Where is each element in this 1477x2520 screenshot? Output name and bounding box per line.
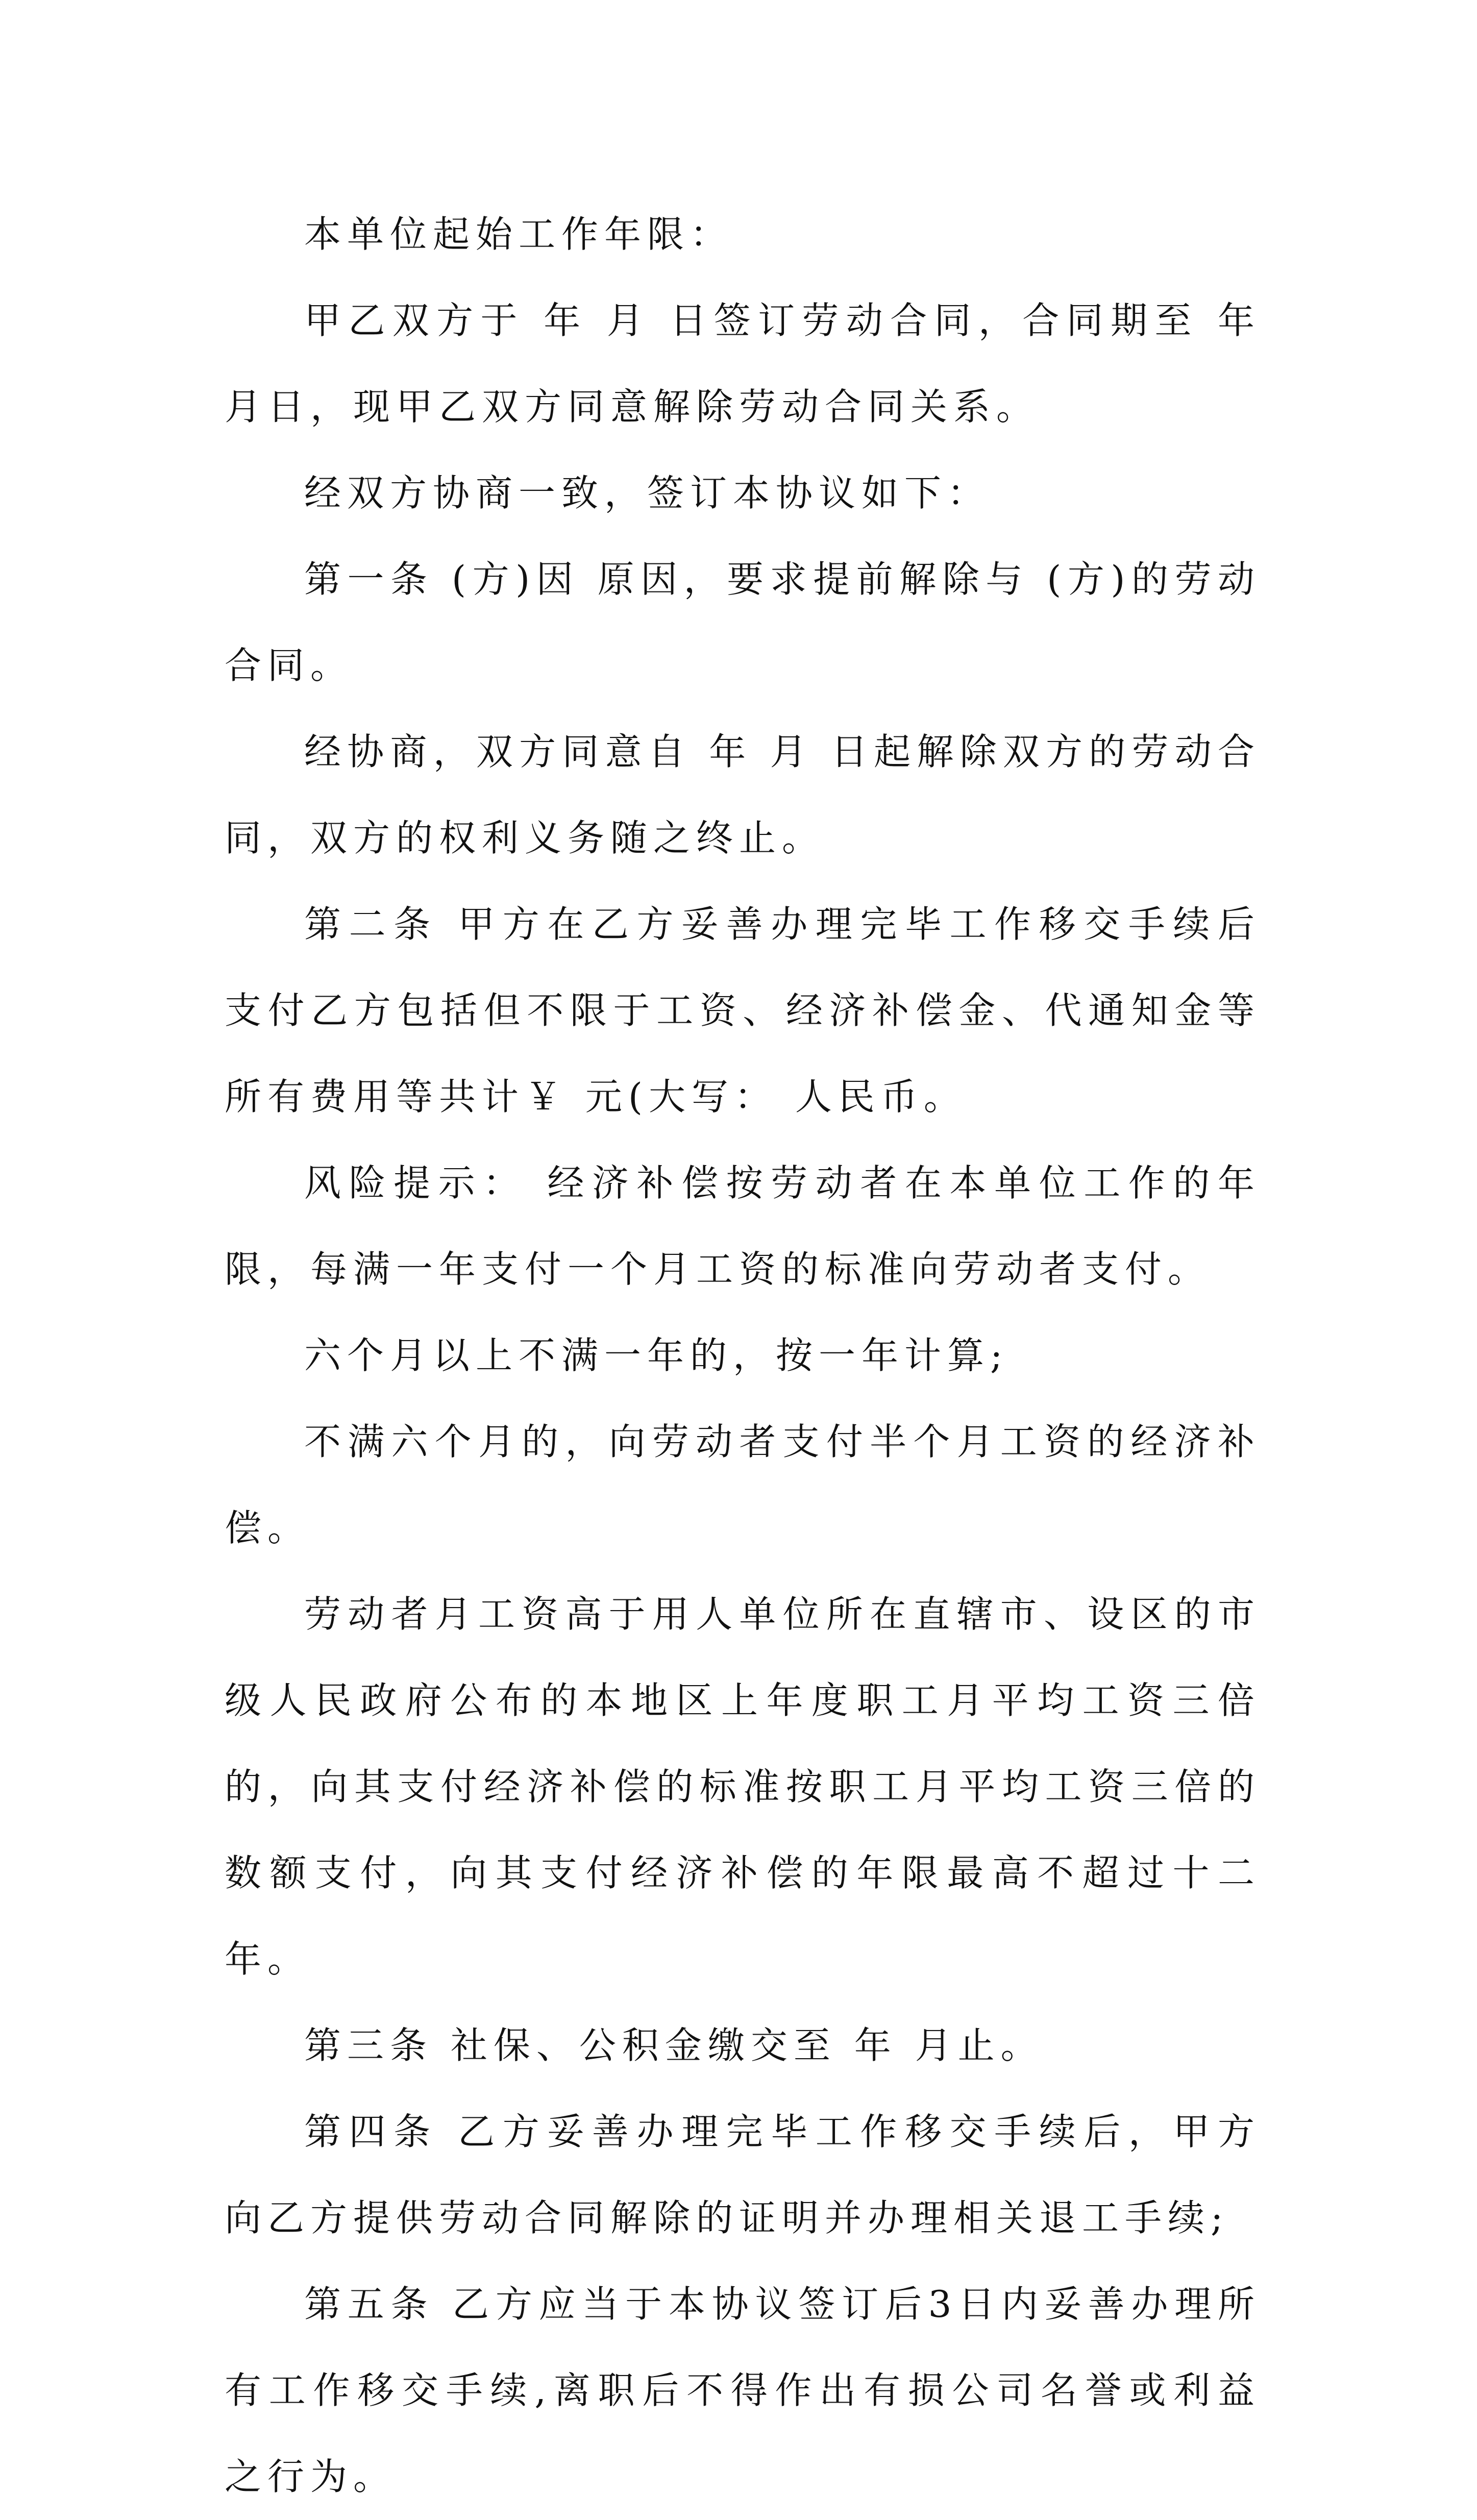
paragraph-article-1: 第一条 (方)因 原因，要求提前解除与 (方)的劳动合同。 [225, 558, 1261, 687]
paragraph-six-months-plus: 六个月以上不满一年的，按一年计算; [304, 1334, 1009, 1377]
paragraph-article-4: 第四条 乙方妥善办理完毕工作移交手续后，甲方向乙方提供劳动合同解除的证明并办理相关退工手续; [225, 2110, 1261, 2239]
paragraph-under-six-months: 不满六个月的，向劳动者支付半个月工资的经济补偿。 [225, 1420, 1261, 1549]
paragraph-wage-cap: 劳动者月工资高于用人单位所在直辖市、设区的市级人民政府公布的本地区上年度职工月平均工资三倍的，向其支付经济补偿的标准按职工月平均工资三倍的数额支付，向其支付经济补偿的年限最高不超过十二年。 [225, 1593, 1261, 1981]
paragraph-start-year: 本单位起始工作年限： [304, 213, 733, 256]
paragraph-agreement-intro: 经双方协商一致，签订本协议如下： [304, 472, 991, 514]
paragraph-article-3: 第三条 社保、公积金缴交至 年 月止。 [304, 2024, 1044, 2067]
paragraph-termination-date: 经协商，双方同意自 年 月 日起解除双方的劳动合同，双方的权利义务随之终止。 [225, 730, 1261, 859]
paragraph-contract-period: 甲乙双方于 年 月 日签订劳动合同，合同期至 年 月日，现甲乙双方同意解除劳动合同关系。 [225, 299, 1261, 428]
document-body [225, 191, 1261, 2520]
paragraph-risk-notice: 风险提示： 经济补偿按劳动者在本单位工作的年限，每满一年支付一个月工资的标准向劳动者支付。 [225, 1162, 1261, 1291]
paragraph-article-5: 第五条 乙方应当于本协议签订后3日内妥善办理所有工作移交手续,离职后不得作出有损公司名誉或利益之行为。 [225, 2283, 1261, 2498]
paragraph-article-2: 第二条 甲方在乙方妥善办理完毕工作移交手续后支付乙方包括但不限于工资、经济补偿金、代通知金等所有费用等共计￥ 元(大写： 人民币。 [225, 903, 1261, 1118]
